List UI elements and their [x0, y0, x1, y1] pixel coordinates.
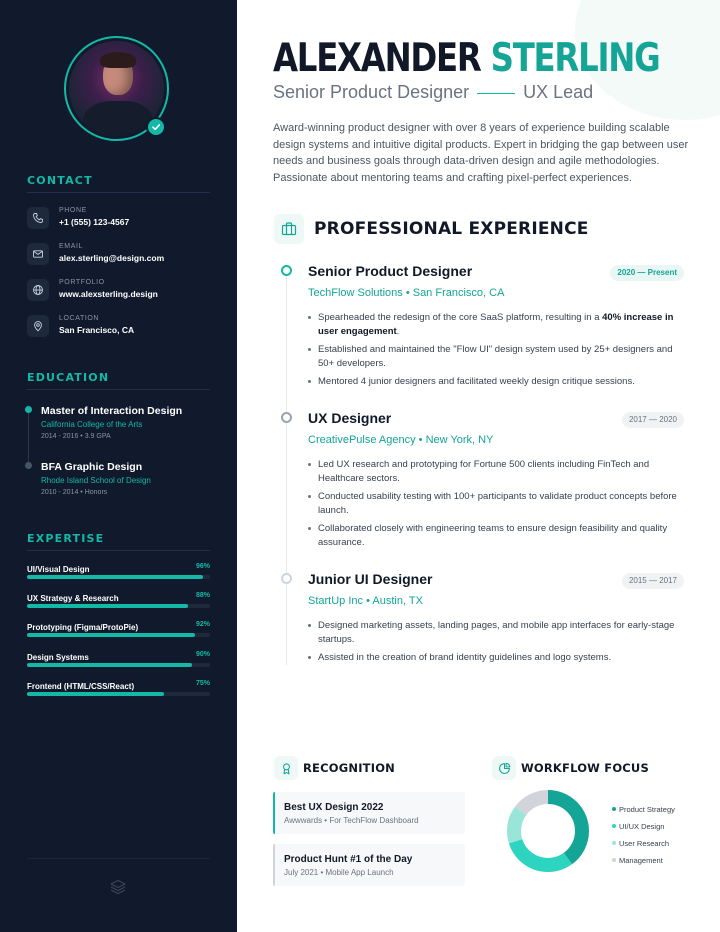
briefcase-icon — [274, 214, 304, 244]
legend-item: UI/UX Design — [612, 822, 664, 831]
award-accent — [273, 844, 275, 886]
divider — [27, 550, 210, 551]
contact-heading: CONTACT — [27, 174, 93, 187]
timeline-dot — [25, 406, 32, 413]
map-pin-icon — [27, 315, 49, 337]
education-school: California College of the Arts — [41, 420, 143, 429]
list-item: Mentored 4 junior designers and facilitated weekly design critique sessions. — [308, 375, 683, 389]
divider — [27, 858, 210, 859]
phone-icon — [27, 207, 49, 229]
last-name: STERLING — [490, 36, 660, 81]
timeline-dot — [281, 265, 292, 276]
job-dates: 2015 — 2017 — [622, 573, 684, 589]
experience-timeline — [286, 275, 287, 665]
skill-item — [27, 682, 210, 706]
job-bullets — [308, 619, 683, 670]
legend-swatch — [612, 824, 616, 828]
education-meta: 2010 - 2014 • Honors — [41, 489, 108, 496]
contact-label: PHONE — [59, 207, 87, 214]
mail-icon — [27, 243, 49, 265]
contact-email[interactable] — [27, 243, 217, 267]
award-title: Best UX Design 2022 — [284, 802, 384, 813]
sidebar — [0, 0, 237, 932]
skill-percent: 90% — [195, 651, 210, 658]
job-dates: 2017 — 2020 — [622, 412, 684, 428]
contact-portfolio[interactable] — [27, 279, 217, 303]
contact-label: PORTFOLIO — [59, 279, 105, 286]
skill-bar-fill — [27, 663, 192, 667]
contact-value: www.alexsterling.design — [59, 289, 158, 299]
legend-swatch — [612, 841, 616, 845]
contact-label: LOCATION — [59, 315, 100, 322]
skill-bar — [27, 692, 210, 696]
education-degree: Master of Interaction Design — [41, 405, 183, 417]
job-company: CreativePulse Agency • New York, NY — [308, 434, 494, 446]
job-bullets — [308, 311, 683, 394]
award-card — [273, 792, 465, 834]
skill-item — [27, 594, 210, 618]
skill-bar-fill — [27, 633, 195, 637]
skill-bar-fill — [27, 692, 164, 696]
expertise-heading: EXPERTISE — [27, 532, 105, 545]
skill-bar-fill — [27, 575, 203, 579]
education-heading: EDUCATION — [27, 371, 110, 384]
candidate-name — [273, 36, 659, 81]
list-item: Established and maintained the "Flow UI" design system used by 25+ designers and 50+ developers. — [308, 343, 683, 370]
layers-icon — [109, 878, 127, 896]
skill-percent: 96% — [195, 563, 210, 570]
contact-value: +1 (555) 123-4567 — [59, 217, 130, 227]
skill-name: Frontend (HTML/CSS/React) — [27, 682, 135, 691]
list-item: Designed marketing assets, landing pages, and mobile app interfaces for early-stage startups. — [308, 619, 683, 646]
legend-item: User Research — [612, 839, 669, 848]
list-item: Collaborated closely with engineering teams to ensure design feasibility and quality assurance. — [308, 522, 683, 549]
list-item: Spearheaded the redesign of the core SaaS platform, resulting in a 40% increase in user engagement. — [308, 311, 683, 338]
skill-name: Prototyping (Figma/ProtoPie) — [27, 623, 139, 632]
globe-icon — [27, 279, 49, 301]
job-dates: 2020 — Present — [610, 265, 684, 281]
list-item: Conducted usability testing with 100+ participants to validate product concepts before launch. — [308, 490, 683, 517]
skill-bar — [27, 604, 210, 608]
timeline-dot — [281, 412, 292, 423]
award-title: Product Hunt #1 of the Day — [284, 854, 413, 865]
pie-chart-icon — [492, 756, 516, 780]
list-item: Assisted in the creation of brand identity guidelines and logo systems. — [308, 651, 683, 665]
workflow-heading: WORKFLOW FOCUS — [521, 761, 649, 775]
legend-item: Product Strategy — [612, 805, 675, 814]
job-title: UX Designer — [308, 410, 392, 426]
skill-bar — [27, 633, 210, 637]
timeline-dot — [25, 462, 32, 469]
verified-check-icon — [146, 117, 166, 137]
skill-item — [27, 653, 210, 677]
legend-item: Management — [612, 856, 663, 865]
divider — [27, 192, 210, 193]
skill-percent: 92% — [195, 621, 210, 628]
role-divider — [477, 93, 515, 95]
skill-percent: 75% — [195, 680, 210, 687]
skill-bar — [27, 575, 210, 579]
skill-name: UX Strategy & Research — [27, 594, 119, 603]
legend-swatch — [612, 858, 616, 862]
role-primary: Senior Product Designer — [273, 82, 470, 102]
award-card — [273, 844, 465, 886]
award-icon — [274, 756, 298, 780]
skill-item — [27, 623, 210, 647]
role-secondary: UX Lead — [523, 82, 594, 102]
timeline-dot — [281, 573, 292, 584]
contact-phone[interactable] — [27, 207, 217, 231]
skill-percent: 88% — [195, 592, 210, 599]
award-subtitle: July 2021 • Mobile App Launch — [284, 868, 394, 877]
job-title: Senior Product Designer — [308, 263, 473, 279]
skill-bar-fill — [27, 604, 188, 608]
education-meta: 2014 - 2016 • 3.9 GPA — [41, 433, 111, 440]
job-bullets — [308, 458, 683, 554]
divider — [27, 389, 210, 390]
skill-bar — [27, 663, 210, 667]
job-company: TechFlow Solutions • San Francisco, CA — [308, 287, 505, 299]
recognition-heading: RECOGNITION — [303, 761, 395, 775]
award-subtitle: Awwwards • For TechFlow Dashboard — [284, 816, 419, 825]
job-title: Junior UI Designer — [308, 571, 433, 587]
education-timeline — [28, 410, 29, 466]
job-company: StartUp Inc • Austin, TX — [308, 595, 423, 607]
skill-name: UI/Visual Design — [27, 565, 90, 574]
contact-value: San Francisco, CA — [59, 325, 135, 335]
education-school: Rhode Island School of Design — [41, 476, 151, 485]
contact-label: EMAIL — [59, 243, 84, 250]
skill-name: Design Systems — [27, 653, 89, 662]
experience-heading: PROFESSIONAL EXPERIENCE — [314, 219, 589, 239]
workflow-donut-chart — [505, 788, 591, 874]
first-name: ALEXANDER — [273, 36, 481, 81]
skill-item — [27, 565, 210, 589]
contact-location[interactable] — [27, 315, 217, 339]
contact-value: alex.sterling@design.com — [59, 253, 165, 263]
job-role — [273, 82, 593, 103]
list-item: Led UX research and prototyping for Fortune 500 clients including FinTech and Healthcare sectors. — [308, 458, 683, 485]
legend-swatch — [612, 807, 616, 811]
profile-summary: Award-winning product designer with over 8 years of experience building scalable design systems and intuitive digital products. Expert in bridging the gap between user needs and business goals through data-driven design and agile methodologies. Passionate about mentoring teams and crafting pixel-perfect experiences. — [273, 122, 689, 184]
award-accent — [273, 792, 275, 834]
education-degree: BFA Graphic Design — [41, 461, 143, 473]
